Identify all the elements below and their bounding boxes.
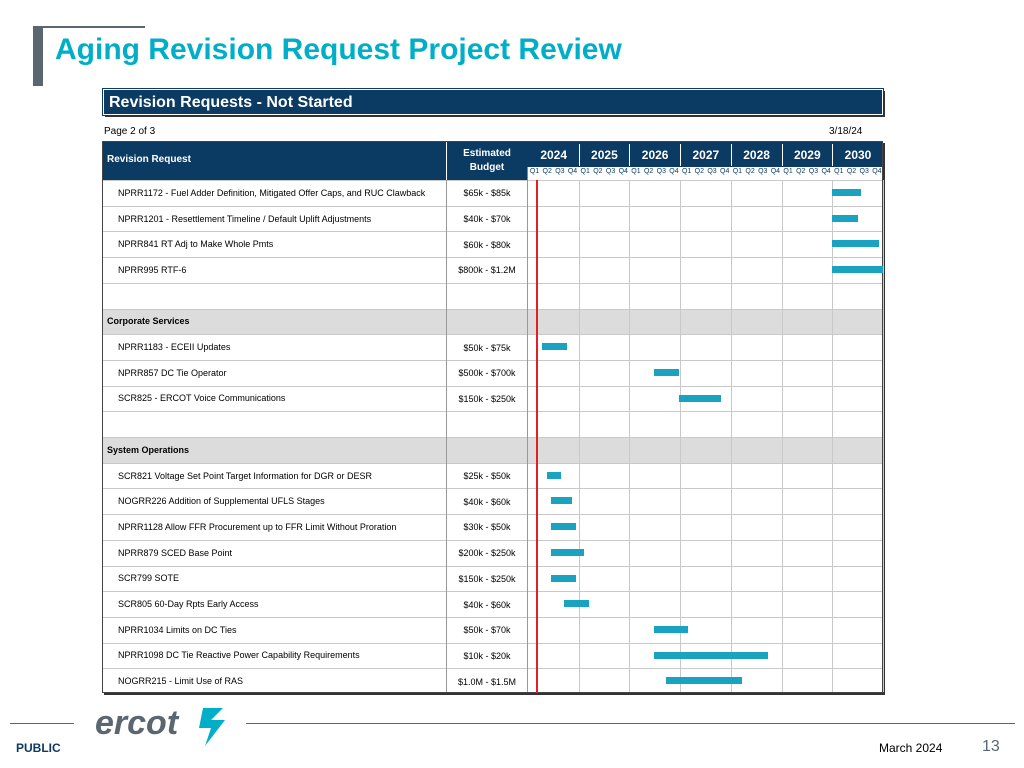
budget-cell: $40k - $60k	[463, 496, 511, 507]
quarter-label: Q3	[707, 168, 717, 175]
table-row	[103, 617, 882, 643]
table-row	[103, 360, 882, 386]
schedule-bar	[654, 626, 688, 633]
title-rule	[33, 26, 145, 28]
revision-request-name	[118, 412, 443, 437]
quarter-headers	[527, 167, 882, 181]
budget-cell: $1.0M - $1.5M	[457, 676, 517, 687]
year-separator	[629, 144, 630, 166]
grid-line	[782, 180, 783, 692]
table-row	[103, 206, 882, 232]
ercot-logo-text: ercot	[95, 704, 179, 742]
budget-cell	[447, 412, 527, 437]
page-info: Page 2 of 3	[104, 126, 156, 137]
budget-cell: $65k - $85k	[463, 188, 511, 199]
schedule-bar	[832, 189, 861, 196]
revision-request-name: NPRR841 RT Adj to Make Whole Pmts	[118, 239, 274, 250]
section-row	[103, 309, 882, 335]
revision-request-name: NOGRR215 - Limit Use of RAS	[118, 676, 244, 687]
section-title: System Operations	[107, 444, 190, 455]
quarter-label: Q3	[555, 168, 565, 175]
schedule-bar	[547, 472, 561, 479]
quarter-label: Q4	[618, 168, 628, 175]
year-header-2027: 2027	[692, 148, 720, 162]
year-separator	[680, 144, 681, 166]
quarter-label: Q3	[605, 168, 616, 175]
year-separator	[782, 144, 783, 166]
quarter-label: Q2	[593, 168, 603, 175]
budget-cell: $30k - $50k	[463, 522, 511, 533]
quarter-label: Q2	[694, 168, 704, 175]
revision-request-name: SCR799 SOTE	[118, 573, 180, 584]
quarter-label: Q4	[567, 168, 578, 175]
revision-request-name: SCR825 - ERCOT Voice Communications	[118, 393, 286, 404]
budget-cell: $60k - $80k	[463, 239, 511, 250]
title-accent-bar	[33, 26, 43, 86]
quarter-label: Q4	[770, 168, 781, 175]
revision-request-name: NPRR857 DC Tie Operator	[118, 367, 227, 378]
report-date: 3/18/24	[829, 126, 863, 137]
page-title: Aging Revision Request Project Review	[55, 33, 622, 66]
schedule-bar	[564, 600, 589, 607]
revision-request-name: NPRR1128 Allow FFR Procurement up to FFR Limit Without Proration	[118, 521, 397, 532]
table-row	[103, 180, 882, 206]
year-header-2024: 2024	[540, 148, 568, 162]
header-estimated-budget	[447, 147, 527, 175]
schedule-bar	[551, 549, 584, 556]
quarter-label: Q2	[643, 168, 654, 175]
table-row	[103, 386, 882, 412]
table-row	[103, 283, 882, 309]
budget-cell: $40k - $70k	[463, 214, 511, 225]
revision-request-name: NOGRR226 Addition of Supplemental UFLS Stages	[118, 496, 325, 507]
quarter-label: Q3	[656, 168, 666, 175]
schedule-bar	[551, 523, 576, 530]
budget-cell	[447, 284, 527, 309]
budget-cell: $500k - $700k	[458, 368, 516, 379]
budget-cell: $150k - $250k	[458, 393, 516, 404]
quarter-label: Q2	[846, 168, 857, 175]
schedule-bar	[551, 575, 576, 582]
quarter-label: Q4	[669, 168, 679, 175]
budget-cell: $150k - $250k	[458, 573, 516, 584]
grid-line	[832, 180, 833, 692]
budget-cell: $800k - $1.2M	[458, 265, 516, 276]
revision-request-name: SCR821 Voltage Set Point Target Information for DGR or DESR	[118, 470, 372, 481]
table-row	[103, 257, 882, 283]
table-row	[103, 566, 882, 592]
year-separator	[731, 144, 732, 166]
schedule-bar	[832, 215, 857, 222]
table-row	[103, 463, 882, 489]
current-date-line	[536, 180, 538, 693]
schedule-bar	[832, 240, 879, 247]
budget-cell: $200k - $250k	[458, 548, 516, 559]
section-title: Corporate Services	[107, 316, 190, 327]
revision-request-name	[118, 284, 443, 309]
budget-cell: $40k - $60k	[463, 599, 511, 610]
table-row	[103, 334, 882, 360]
grid-line	[629, 180, 630, 692]
schedule-bar	[551, 497, 573, 504]
grid-line	[883, 180, 884, 692]
budget-cell: $50k - $75k	[463, 342, 511, 353]
table-row	[103, 488, 882, 514]
revision-request-name: SCR805 60-Day Rpts Early Access	[118, 599, 259, 610]
footer-rule-left	[10, 723, 74, 724]
quarter-label: Q2	[745, 168, 755, 175]
ercot-logo	[95, 702, 230, 750]
revision-request-name: NPRR879 SCED Base Point	[118, 547, 233, 558]
table-row	[103, 514, 882, 540]
quarter-label: Q1	[732, 168, 743, 175]
quarter-label: Q3	[859, 168, 869, 175]
quarter-label: Q1	[631, 168, 641, 175]
quarter-label: Q1	[580, 168, 590, 175]
quarter-label: Q1	[529, 168, 540, 175]
year-header-2029: 2029	[793, 148, 821, 162]
quarter-label: Q2	[796, 168, 806, 175]
quarter-label: Q3	[808, 168, 819, 175]
year-header-2028: 2028	[743, 148, 770, 162]
quarter-label: Q2	[542, 168, 552, 175]
schedule-bar	[666, 677, 742, 684]
schedule-bar	[679, 395, 721, 402]
header-budget-line1: Estimated	[463, 148, 511, 159]
year-header-2025: 2025	[591, 148, 618, 162]
section-subtitle: Revision Requests - Not Started	[103, 89, 883, 115]
schedule-bar	[832, 266, 883, 273]
schedule-bar	[542, 343, 567, 350]
footer-date: March 2024	[879, 741, 943, 755]
revision-request-name: NPRR1201 - Resettlement Timeline / Default Uplift Adjustments	[118, 213, 372, 224]
grid-line	[680, 180, 681, 692]
classification-label: PUBLIC	[16, 741, 61, 755]
revision-request-name: NPRR1098 DC Tie Reactive Power Capability Requirements	[118, 650, 360, 661]
quarter-label: Q3	[758, 168, 768, 175]
quarter-label: Q1	[834, 168, 844, 175]
gantt-table	[102, 141, 883, 693]
year-header-2026: 2026	[641, 148, 669, 162]
budget-cell: $10k - $20k	[463, 650, 511, 661]
grid-line	[579, 180, 580, 692]
grid-line	[731, 180, 732, 692]
year-separator	[832, 144, 833, 166]
budget-cell: $50k - $70k	[463, 625, 511, 636]
schedule-bar	[654, 369, 679, 376]
revision-request-name: NPRR995 RTF-6	[118, 264, 187, 275]
quarter-label: Q4	[720, 168, 730, 175]
section-row	[103, 437, 882, 463]
quarter-label: Q1	[783, 168, 793, 175]
grid-line	[527, 180, 528, 692]
gantt-header	[103, 142, 882, 180]
table-row	[103, 668, 882, 694]
header-budget-line2: Budget	[469, 162, 505, 173]
quarter-label: Q4	[821, 168, 831, 175]
bolt-icon	[199, 708, 225, 746]
table-row	[103, 411, 882, 437]
revision-request-name: NPRR1172 - Fuel Adder Definition, Mitigated Offer Caps, and RUC Clawback	[118, 187, 426, 198]
table-row	[103, 591, 882, 617]
revision-request-name: NPRR1034 Limits on DC Ties	[118, 624, 237, 635]
grid-line	[446, 180, 447, 692]
budget-cell: $25k - $50k	[463, 471, 511, 482]
page-number: 13	[982, 738, 1000, 755]
table-row	[103, 231, 882, 257]
table-row	[103, 540, 882, 566]
year-separator	[579, 144, 580, 166]
header-revision-request: Revision Request	[107, 154, 191, 165]
quarter-label: Q1	[681, 168, 692, 175]
revision-request-name: NPRR1183 - ECEII Updates	[118, 342, 231, 353]
year-header-2030: 2030	[844, 148, 872, 162]
schedule-bar	[654, 652, 768, 659]
quarter-label: Q4	[872, 168, 882, 175]
footer-rule-right	[246, 723, 1015, 724]
